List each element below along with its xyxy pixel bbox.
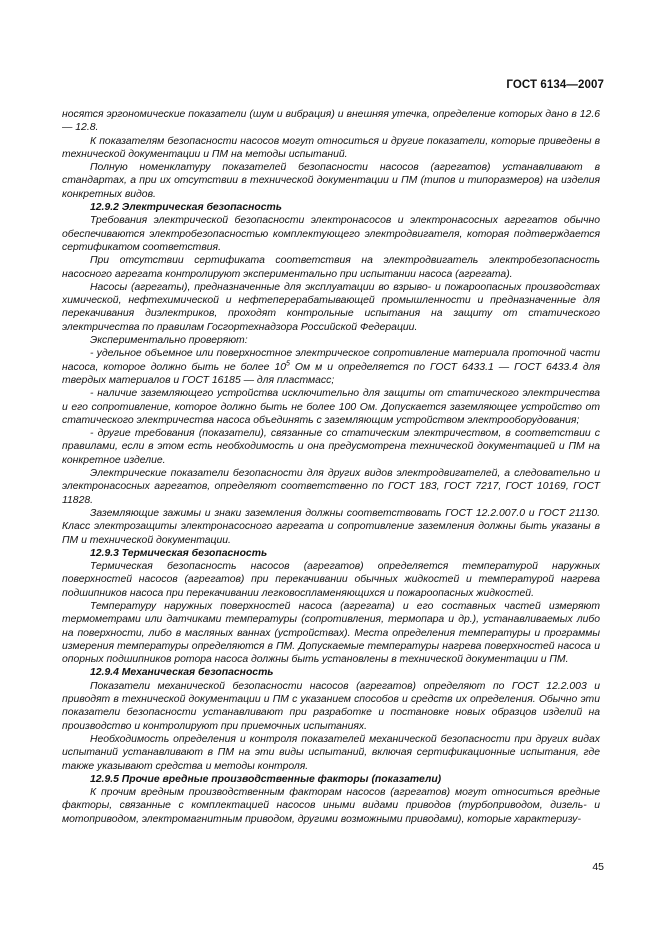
paragraph: Показатели механической безопасности насосов (агрегатов) определяют по ГОСТ 12.2.003 и приводят в технической документации и ПМ с указанием способов и средств их определения. Обычно эти показатели безопасности устанавливают при разработке и постановке новых образцов изделий на производство и контролируют при приемочных испытаниях.: [62, 680, 600, 732]
paragraph: При отсутствии сертификата соответствия на электродвигатель электробезопасность насосного агрегата контролируют экспериментально при испытании насоса (агрегата).: [62, 255, 600, 280]
paragraph: Насосы (агрегаты), предназначенные для эксплуатации во взрыво- и пожароопасных производствах химической, нефтехимической и нефтеперерабатывающей промышленности и предназначенные для перекачивания диэлектриков, проходят контрольные испытания на защиту от статического электричества по правилам Госгортехнадзора Российской Федерации.: [62, 281, 600, 333]
paragraph: [62, 347, 600, 387]
paragraph: Необходимость определения и контроля показателей механической безопасности при других видах испытаний устанавливают в ПМ на эти виды испытаний, включая сертификационные испытания, где также указывают средства и методы контроля.: [62, 733, 600, 772]
paragraph: Заземляющие зажимы и знаки заземления должны соответствовать ГОСТ 12.2.007.0 и ГОСТ 21130. Класс электрозащиты электронасосного агрегата и сопротивление заземления должны быть указаны в ПМ и технической документации.: [62, 507, 600, 546]
paragraph: - другие требования (показатели), связанные со статическим электричеством, в соответствии с правилами, если в этом есть необходимость и она предусмотрена технической документацией и ПМ на конкретное изделие.: [62, 428, 600, 466]
body-text: [62, 108, 600, 826]
superscript-exponent: 5: [286, 360, 290, 368]
paragraph: К прочим вредным производственным факторам насосов (агрегатов) могут относиться вредные факторы, связанные с комплектацией насосов иными видами приводов (турбоприводом, дизель- и мотоприводом, электромагнитным приводом, другими возможными приводами), которые характеризу-: [62, 787, 600, 825]
paragraph: Полную номенклатуру показателей безопасности насосов (агрегатов) устанавливают в стандартах, а при их отсутствии в технической документации и ПМ (типов и типоразмеров) на изделия конкретных видов.: [62, 162, 600, 200]
paragraph: Требования электрической безопасности электронасосов и электронасосных агрегатов обычно обеспечиваются электробезопасностью комплектующего электродвигателя, которая подтверждается сертификатом соответствия.: [62, 215, 600, 253]
document-code-header: ГОСТ 6134—2007: [506, 79, 604, 91]
paragraph: Электрические показатели безопасности для других видов электродвигателей, а следовательно и электронасосных агрегатов, определяют соответственно по ГОСТ 183, ГОСТ 7217, ГОСТ 10169, ГОСТ 11828.: [62, 468, 600, 506]
paragraph: К показателям безопасности насосов могут относиться и другие показатели, которые приведены в технической документации и ПМ на методы испытаний.: [62, 135, 600, 160]
paragraph: Экспериментально проверяют:: [90, 335, 248, 347]
section-heading: 12.9.4 Механическая безопасность: [90, 667, 274, 679]
paragraph-text-before: - удельное объемное или поверхностное электрическое сопротивление материала проточной части насоса, которое должно быть не более 10: [62, 348, 600, 373]
section-heading: 12.9.3 Термическая безопасность: [90, 547, 268, 559]
paragraph: Температуру наружных поверхностей насоса (агрегата) и его составных частей измеряют термометрами или датчиками температуры (сопротивления, термопара и др.), устанавливаемых либо на поверхности, либо в масляных ваннах (устройствах). Места определения температуры и программы измерения температуры определяются в ПМ. Допускаемые температуры нагрева поверхностей насоса и опорных подшипников ротора насоса должны быть установлены в технической документации и ПМ.: [62, 600, 600, 666]
paragraph: Термическая безопасность насосов (агрегатов) определяется температурой наружных поверхностей насосов (агрегатов) при перекачивании обычных жидкостей и температурой нагрева подшипников насоса при перекачивании легковоспламеняющихся и пожароопасных жидкостей.: [62, 561, 600, 599]
section-heading: 12.9.2 Электрическая безопасность: [90, 202, 282, 214]
section-heading: 12.9.5 Прочие вредные производственные факторы (показатели): [90, 773, 442, 785]
paragraph: - наличие заземляющего устройства исключительно для защиты от статического электричества и его сопротивление, которое должно быть не более 100 Ом. Допускается заземляющее устройство от статического электричества насоса объединять с заземляющим устройством электрооборудования;: [62, 388, 600, 426]
page-number: 45: [592, 861, 604, 873]
continued-paragraph: носятся эргономические показатели (шум и вибрация) и внешняя утечка, определение которых дано в 12.6 — 12.8.: [62, 109, 600, 134]
paragraph-text-after: Ом м и определяется по ГОСТ 6433.1 — ГОСТ 6433.4 для твердых материалов и ГОСТ 16185 — для пластмасс;: [62, 361, 600, 386]
